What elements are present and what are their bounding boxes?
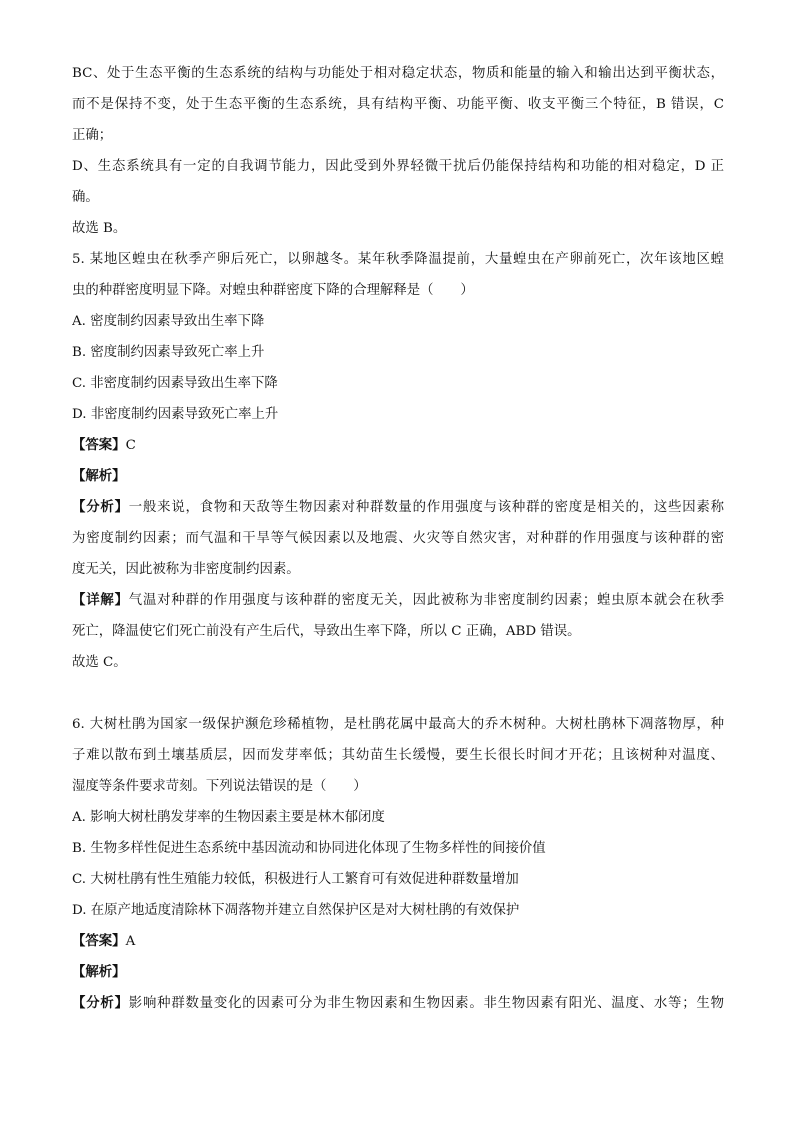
blank-spacer bbox=[72, 678, 724, 709]
q4-choose: 故选 B。 bbox=[72, 221, 127, 236]
q5-choose: 故选 C。 bbox=[72, 655, 127, 670]
q4-bc-line-2: 而不是保持不变，处于生态平衡的生态系统，具有结构平衡、功能平衡、收支平衡三个特征，B 错误，C bbox=[72, 97, 724, 112]
q4-bc-line-1: BC、处于生态平衡的生态系统的结构与功能处于相对稳定状态，物质和能量的输入和输出达到平衡状态， bbox=[72, 66, 724, 81]
q6-option-b: B. 生物多样性促进生态系统中基因流动和协同进化体现了生物多样性的间接价值 bbox=[72, 841, 546, 856]
q5-answer-value: C bbox=[125, 438, 136, 453]
q5-analysis-tag bbox=[72, 461, 724, 492]
q4-bc-line-3: 正确； bbox=[72, 128, 113, 143]
q5-fenxi-line-2: 为密度制约因素；而气温和干旱等气候因素以及地震、火灾等自然灾害，对种群的作用强度与该种群的密 bbox=[72, 531, 724, 546]
q5-analysis-label: 【解析】 bbox=[72, 468, 126, 484]
q6-answer-value: A bbox=[125, 934, 136, 949]
q5-fenxi-line-3: 度无关，因此被称为非密度制约因素。 bbox=[72, 562, 300, 577]
q6-analysis-tag bbox=[72, 957, 724, 988]
q5-fenxi-line-1 bbox=[72, 492, 724, 523]
q5-option-b: B. 密度制约因素导致死亡率上升 bbox=[72, 345, 265, 360]
q5-fenxi-tag: 【分析】 bbox=[72, 499, 129, 515]
q5-fenxi-text-1: 一般来说，食物和天敌等生物因素对种群数量的作用强度与该种群的密度是相关的，这些因素称 bbox=[128, 500, 724, 515]
q5-answer-tag: 【答案】 bbox=[72, 437, 126, 453]
q6-fenxi-tag: 【分析】 bbox=[72, 995, 129, 1011]
q4-d-line-1: D、生态系统具有一定的自我调节能力，因此受到外界轻微干扰后仍能保持结构和功能的相对稳定，D 正 bbox=[72, 159, 724, 174]
q5-xiangjie-line-1 bbox=[72, 585, 724, 616]
document-page bbox=[72, 58, 724, 1019]
q5-option-d: D. 非密度制约因素导致死亡率上升 bbox=[72, 407, 279, 422]
q6-stem-line-1: 6. 大树杜鹃为国家一级保护濒危珍稀植物，是杜鹃花属中最高大的乔木树种。大树杜鹃林下凋落物厚，种 bbox=[72, 717, 724, 732]
q6-option-d: D. 在原产地适度清除林下凋落物并建立自然保护区是对大树杜鹃的有效保护 bbox=[72, 903, 520, 918]
q6-answer-tag: 【答案】 bbox=[72, 933, 126, 949]
q6-analysis-label: 【解析】 bbox=[72, 964, 126, 980]
q5-option-a: A. 密度制约因素导致出生率下降 bbox=[72, 314, 265, 329]
q5-stem-line-2: 虫的种群密度明显下降。对蝗虫种群密度下降的合理解释是（ ） bbox=[72, 283, 474, 298]
q6-stem-line-2: 子难以散布到土壤基质层，因而发芽率低；其幼苗生长缓慢，要生长很长时间才开花；且该树种对温度、 bbox=[72, 748, 724, 763]
q6-fenxi-line-1 bbox=[72, 988, 724, 1019]
q5-option-c: C. 非密度制约因素导致出生率下降 bbox=[72, 376, 278, 391]
q6-answer-line bbox=[72, 926, 724, 957]
q6-stem-line-3: 湿度等条件要求苛刻。下列说法错误的是（ ） bbox=[72, 779, 367, 794]
q6-fenxi-text-1: 影响种群数量变化的因素可分为非生物因素和生物因素。非生物因素有阳光、温度、水等；生物 bbox=[128, 996, 724, 1011]
q5-xiangjie-text-1: 气温对种群的作用强度与该种群的密度无关，因此被称为非密度制约因素；蝗虫原本就会在秋季 bbox=[128, 593, 724, 608]
q5-answer-line bbox=[72, 430, 724, 461]
q5-xiangjie-line-2: 死亡，降温使它们死亡前没有产生后代，导致出生率下降，所以 C 正确，ABD 错误。 bbox=[72, 624, 581, 639]
q5-stem-line-1: 5. 某地区蝗虫在秋季产卵后死亡，以卵越冬。某年秋季降温提前，大量蝗虫在产卵前死亡，次年该地区蝗 bbox=[72, 252, 724, 267]
q6-option-c: C. 大树杜鹃有性生殖能力较低，积极进行人工繁育可有效促进种群数量增加 bbox=[72, 872, 519, 887]
q6-option-a: A. 影响大树杜鹃发芽率的生物因素主要是林木郁闭度 bbox=[72, 810, 385, 825]
q5-xiangjie-tag: 【详解】 bbox=[72, 592, 129, 608]
q4-d-line-2: 确。 bbox=[72, 190, 99, 205]
